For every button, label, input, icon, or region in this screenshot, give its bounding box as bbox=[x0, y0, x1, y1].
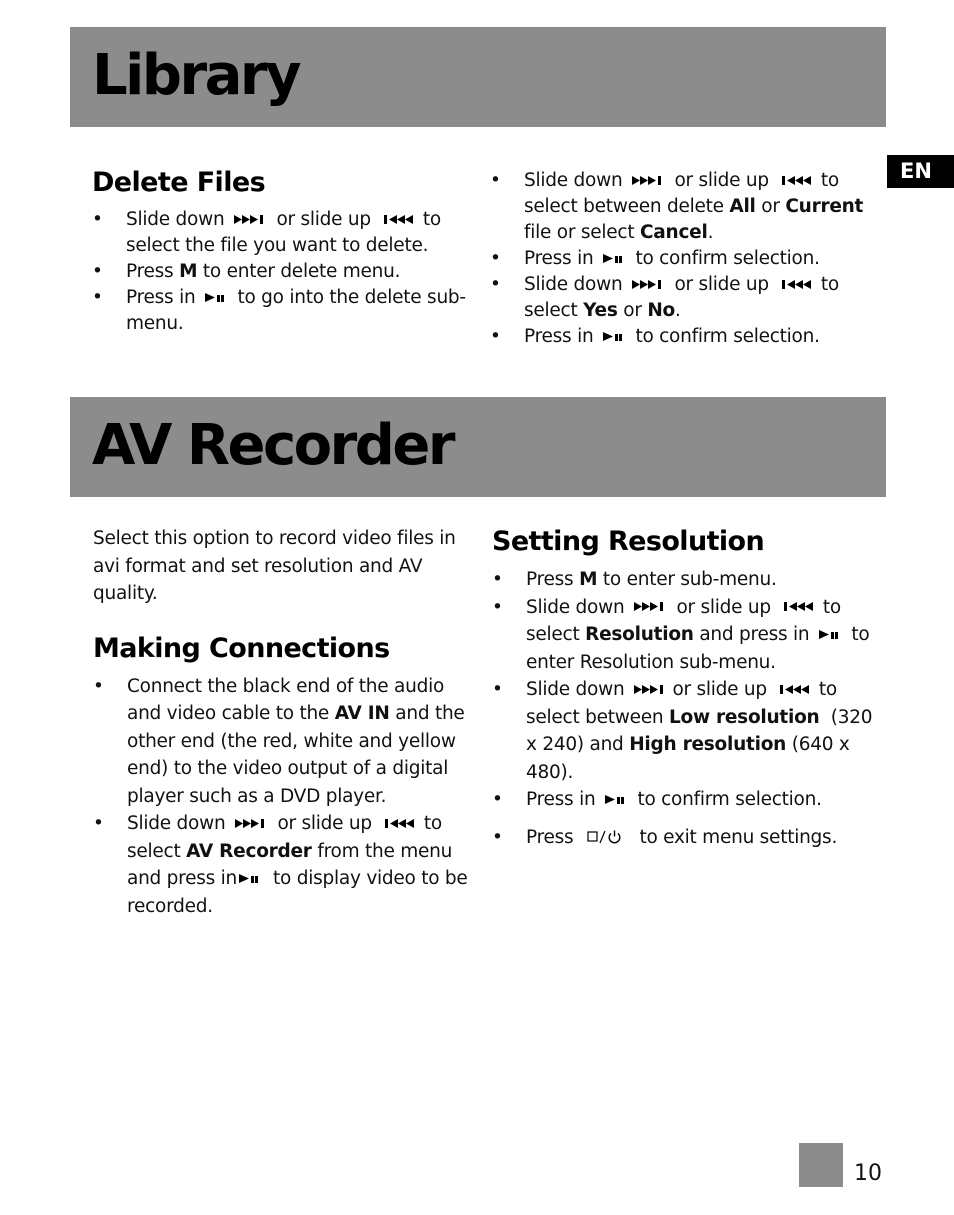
av-recorder-left-column bbox=[93, 525, 468, 920]
list-item: • Slide down or slide up to select AV Recorder from the menu and press in to display video to be recorded. bbox=[93, 810, 468, 920]
list-item: • Slide down or slide up to select the file you want to delete. bbox=[92, 207, 466, 259]
page-number: 10 bbox=[854, 1161, 882, 1186]
skip-forward-icon bbox=[634, 601, 666, 612]
skip-back-icon bbox=[382, 818, 414, 829]
play-pause-icon bbox=[239, 873, 261, 884]
av-recorder-title: AV Recorder bbox=[92, 413, 453, 478]
skip-forward-icon bbox=[235, 818, 267, 829]
list-item: • Slide down or slide up to select between delete All or Current file or select Cancel. bbox=[490, 168, 863, 246]
list-item: • Slide down or slide up to select between Low resolution (320 x 240) and High resolution (640 x 480). bbox=[492, 676, 872, 786]
play-pause-icon bbox=[605, 794, 627, 805]
stop-power-icon bbox=[587, 830, 623, 844]
list-item: • Connect the black end of the audio and video cable to the AV IN and the other end (the red, white and yellow end) to the video output of a digital player such as a DVD player. bbox=[93, 673, 468, 811]
play-pause-icon bbox=[603, 253, 625, 264]
skip-forward-icon bbox=[632, 175, 664, 186]
av-recorder-right-column bbox=[492, 525, 872, 851]
skip-back-icon bbox=[779, 175, 811, 186]
delete-files-right-column bbox=[490, 168, 863, 350]
play-pause-icon bbox=[205, 292, 227, 303]
skip-forward-icon bbox=[634, 684, 666, 695]
av-recorder-intro: Select this option to record video files in avi format and set resolution and AV quality. bbox=[93, 528, 456, 604]
skip-back-icon bbox=[381, 214, 413, 225]
list-item: • Press in to go into the delete sub- menu. bbox=[92, 285, 466, 337]
skip-forward-icon bbox=[234, 214, 266, 225]
av-recorder-banner bbox=[70, 397, 886, 497]
list-item: • Slide down or slide up to select Yes or No. bbox=[490, 272, 863, 324]
skip-back-icon bbox=[781, 601, 813, 612]
list-item: • Press in to confirm selection. bbox=[490, 246, 863, 272]
language-tab: EN bbox=[887, 155, 954, 188]
list-item: • Press in to confirm selection. bbox=[490, 324, 863, 350]
play-pause-icon bbox=[603, 331, 625, 342]
library-banner bbox=[70, 27, 886, 127]
skip-back-icon bbox=[779, 279, 811, 290]
list-item: • Slide down or slide up to select Resolution and press in to enter Resolution sub-menu. bbox=[492, 594, 872, 677]
making-connections-heading: Making Connections bbox=[93, 632, 390, 664]
list-item: • Press M to enter delete menu. bbox=[92, 259, 466, 285]
list-item: • Press to exit menu settings. bbox=[492, 824, 872, 852]
page-marker bbox=[799, 1143, 843, 1187]
list-item: • Press M to enter sub-menu. bbox=[492, 566, 872, 594]
skip-back-icon bbox=[777, 684, 809, 695]
library-title: Library bbox=[92, 43, 299, 108]
list-item: • Press in to confirm selection. bbox=[492, 786, 872, 814]
play-pause-icon bbox=[819, 629, 841, 640]
setting-resolution-heading: Setting Resolution bbox=[492, 526, 765, 557]
skip-forward-icon bbox=[632, 279, 664, 290]
delete-files-left-column bbox=[92, 166, 466, 337]
delete-files-heading: Delete Files bbox=[92, 167, 266, 198]
